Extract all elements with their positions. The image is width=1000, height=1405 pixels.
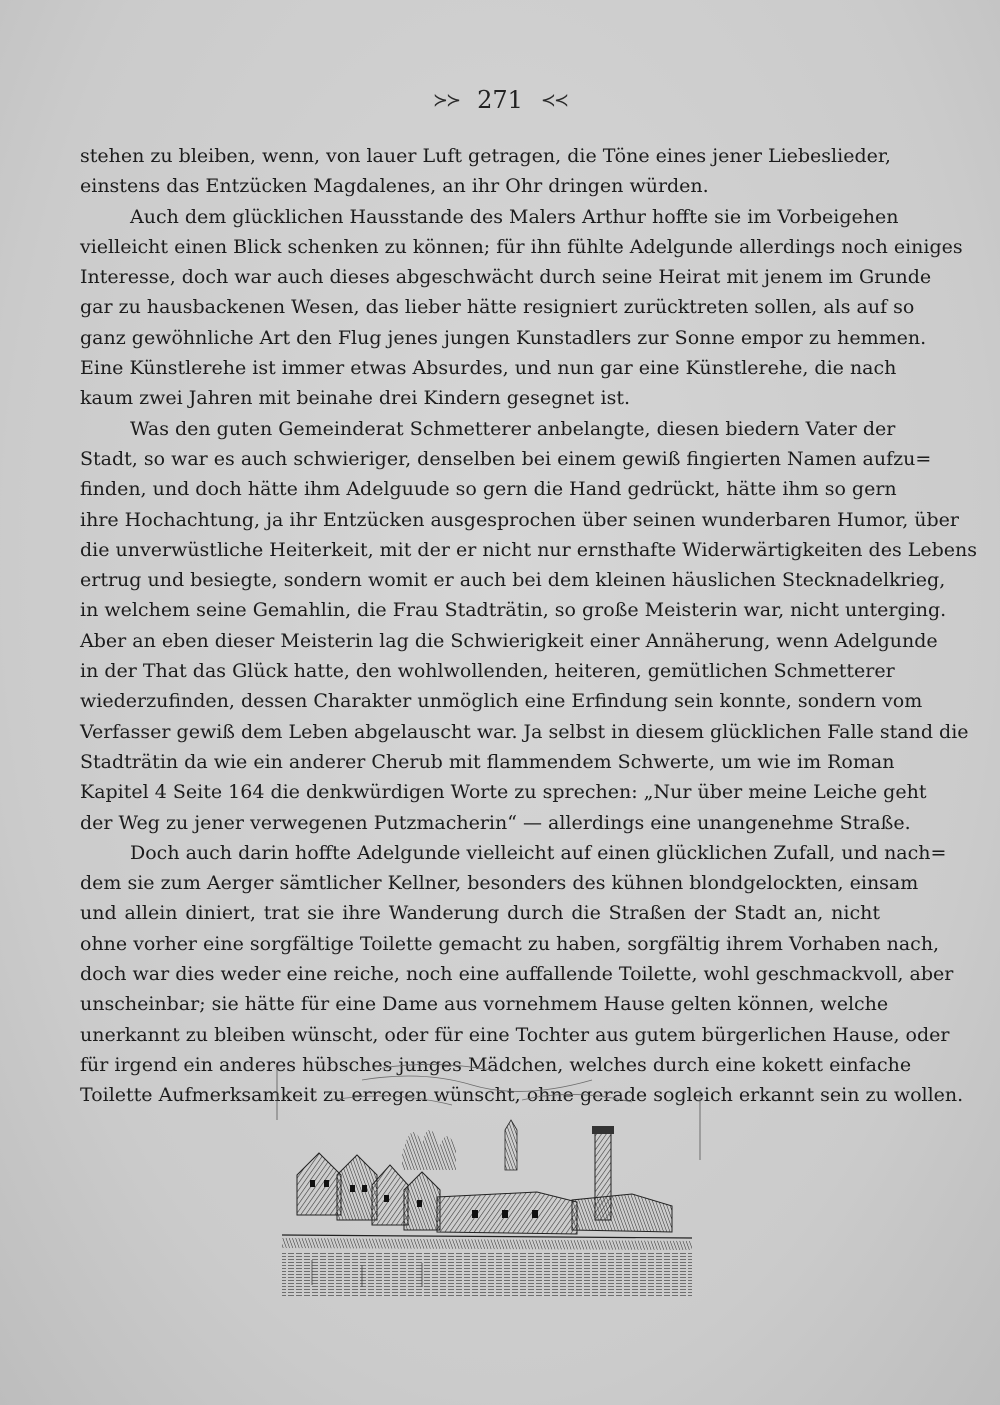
town-illustration	[272, 1060, 706, 1310]
text-line: für irgend ein anderes hübsches junges Mädchen, welches durch eine kokett einfache	[80, 1053, 912, 1076]
text-line: unerkannt zu bleiben wünscht, oder für eine Tochter aus gutem bürgerlichen Hause, oder	[80, 1023, 950, 1046]
text-line: ohne vorher eine sorgfältige Toilette gemacht zu haben, sorgfältig ihrem Vorhaben nach,	[80, 932, 940, 955]
text-line: Auch dem glücklichen Hausstande des Malers Arthur hoffte sie im Vorbeigehen	[130, 205, 899, 228]
text-line: ertrug und besiegte, sondern womit er auch bei dem kleinen häuslichen Stecknadelkrieg,	[80, 569, 946, 592]
text-line: Was den guten Gemeinderat Schmetterer anbelangte, diesen biedern Vater der	[130, 417, 896, 440]
text-line: in welchem seine Gemahlin, die Frau Stadträtin, so große Meisterin war, nicht unterging.	[80, 599, 947, 622]
text-line: gar zu hausbackenen Wesen, das lieber hätte resigniert zurücktreten sollen, als auf so	[80, 296, 915, 319]
text-line: ihre Hochachtung, ja ihr Entzücken ausgesprochen über seinen wunderbaren Humor, über	[80, 508, 960, 531]
text-line: unscheinbar; sie hätte für eine Dame aus vornehmem Hause gelten können, welche	[80, 993, 889, 1016]
page-header	[0, 86, 1000, 114]
page-number: 271	[477, 86, 523, 114]
text-line: der Weg zu jener verwegenen Putzmacherin“ — allerdings eine unangenehme Straße.	[80, 811, 911, 834]
text-line: Doch auch darin hoffte Adelgunde vielleicht auf einen glücklichen Zufall, und nach=	[130, 841, 947, 864]
text-line: vielleicht einen Blick schenken zu können; für ihn fühlte Adelgunde allerdings noch einiges	[80, 235, 963, 258]
text-line: Kapitel 4 Seite 164 die denkwürdigen Worte zu sprechen: „Nur über meine Leiche geht	[80, 781, 927, 804]
text-line: und allein diniert, trat sie ihre Wanderung durch die Straßen der Stadt an, nicht	[80, 902, 880, 925]
text-line: wiederzufinden, dessen Charakter unmöglich eine Erfindung sein konnte, sondern vom	[80, 690, 923, 713]
text-line: ganz gewöhnliche Art den Flug jenes jungen Kunstadlers zur Sonne empor zu hemmen.	[80, 326, 927, 349]
text-line: kaum zwei Jahren mit beinahe drei Kindern gesegnet ist.	[80, 387, 630, 410]
text-line: einstens das Entzücken Magdalenes, an ihr Ohr dringen würden.	[80, 175, 709, 198]
text-line: dem sie zum Aerger sämtlicher Kellner, besonders des kühnen blondgelockten, einsam	[80, 872, 919, 895]
text-line: Stadträtin da wie ein anderer Cherub mit flammendem Schwerte, um wie im Roman	[80, 750, 895, 773]
right-ornament-icon: ≺≺	[540, 89, 568, 111]
text-line: doch war dies weder eine reiche, noch eine auffallende Toilette, wohl geschmackvoll, aber	[80, 963, 954, 986]
text-line: Stadt, so war es auch schwieriger, denselben bei einem gewiß fingierten Namen aufzu=	[80, 447, 932, 470]
text-line: Interesse, doch war auch dieses abgeschwächt durch seine Heirat mit jenem im Grunde	[80, 266, 932, 289]
body-text	[80, 141, 977, 1111]
text-line: Toilette Aufmerksamkeit zu erregen wünscht, ohne gerade sogleich erkannt sein zu wollen.	[80, 1084, 964, 1107]
text-line: in der That das Glück hatte, den wohlwollenden, heiteren, gemütlichen Schmetterer	[80, 660, 895, 683]
text-line: finden, und doch hätte ihm Adelguude so gern die Hand gedrückt, hätte ihm so gern	[80, 478, 897, 501]
text-line: Eine Künstlerehe ist immer etwas Absurdes, und nun gar eine Künstlerehe, die nach	[80, 357, 897, 380]
left-ornament-icon: ≻≻	[432, 89, 460, 111]
text-line: Verfasser gewiß dem Leben abgelauscht war. Ja selbst in diesem glücklichen Falle stand die	[80, 720, 969, 743]
text-line: Aber an eben dieser Meisterin lag die Schwierigkeit einer Annäherung, wenn Adelgunde	[80, 629, 938, 652]
text-line: die unverwüstliche Heiterkeit, mit der er nicht nur ernsthafte Widerwärtigkeiten des Lebens	[80, 538, 977, 561]
text-line: stehen zu bleiben, wenn, von lauer Luft getragen, die Töne eines jener Liebeslieder,	[80, 145, 891, 167]
